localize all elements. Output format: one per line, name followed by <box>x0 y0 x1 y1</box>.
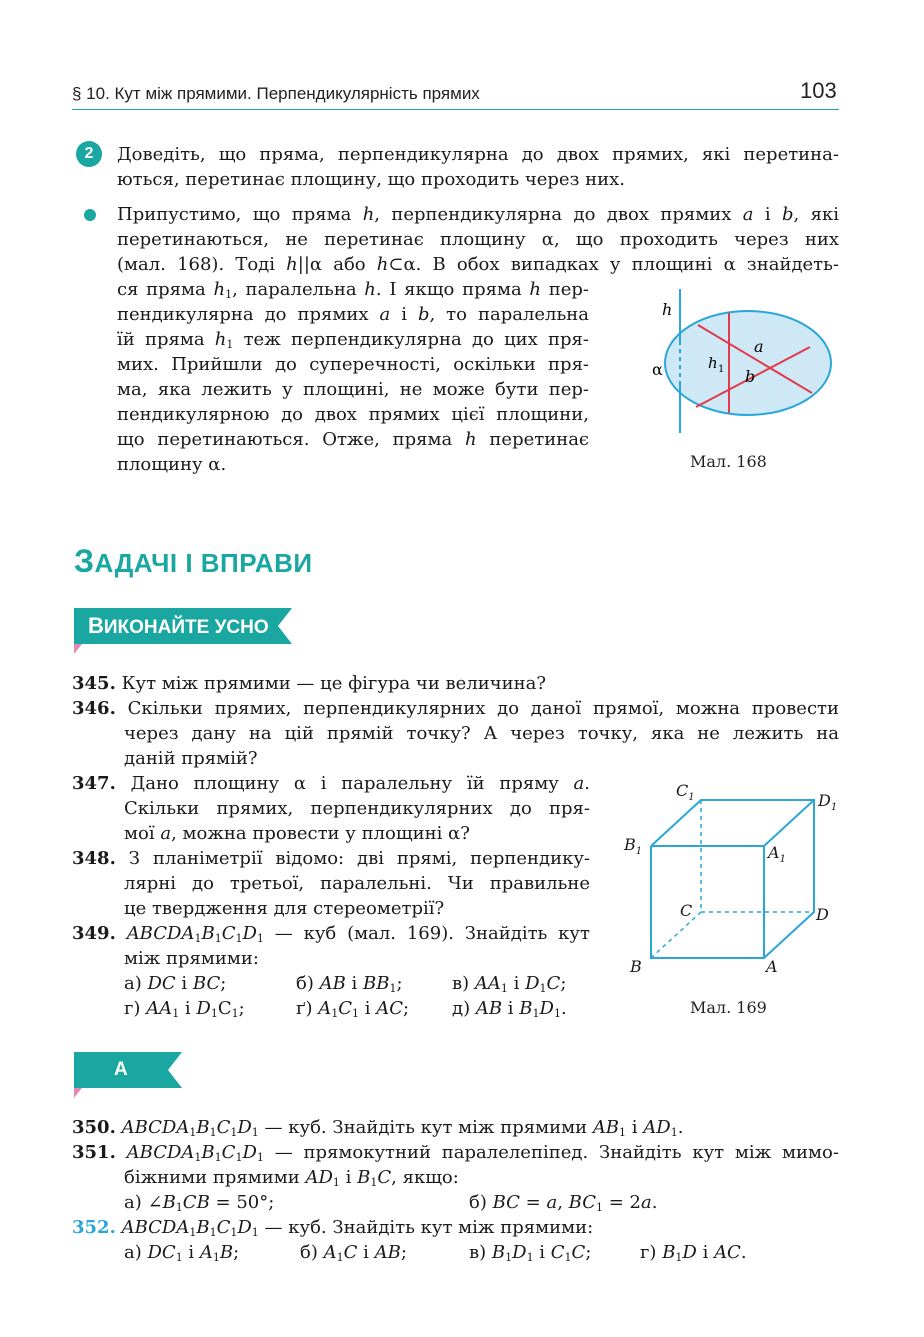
problem-347-line-2: Скільки прямих, перпендикулярних до пря- <box>124 798 590 819</box>
proof-line-3: (мал. 168). Тоді h||α або h⊂α. В обох випадках у площині α знайдеть- <box>117 254 840 275</box>
band-oral-notch <box>272 608 292 644</box>
problem-351-line-1: — прямокутний паралелепіпед. Знайдіть кут між мимо- <box>274 1142 839 1163</box>
label-A1: $A_1$ <box>768 843 786 865</box>
option-352-v: в) $B_1D_1$ і $C_1C$; <box>469 1242 592 1264</box>
problem-351-number: 351. <box>72 1142 116 1163</box>
label-h: h <box>662 300 673 319</box>
header-rule <box>72 109 839 110</box>
problem-347: 347. Дано площину α і паралельну їй пряму a. Скільки прямих, перпендикулярних до пря- мої a, можна провести у площині α? <box>72 773 590 844</box>
task-2-text <box>117 142 839 192</box>
option-352-b: б) $A_1C$ і AB; <box>300 1242 407 1264</box>
proof-line-1: Припустимо, що пряма h, перпендикулярна до двох прямих a і b, які <box>117 204 839 225</box>
problem-352-text: — куб. Знайдіть кут між прямими: <box>264 1217 594 1238</box>
option-g: г) $AA_1$ і $D_1C_1$; <box>124 998 245 1020</box>
label-h1: h <box>708 354 718 372</box>
problem-348-line-3: це твердження для стереометрії? <box>124 898 445 919</box>
band-oral <box>74 608 274 644</box>
problem-345 <box>72 671 839 696</box>
band-a-tip <box>74 1088 82 1098</box>
problem-352-number: 352. <box>72 1217 116 1238</box>
task-2-line-2: ються, перетинає площину, що проходить через них. <box>117 169 625 190</box>
section-title-rest: АДАЧІ І ВПРАВИ <box>94 548 313 578</box>
label-D: D <box>816 905 829 924</box>
problem-350: 350. $ABCDA_1B_1C_1D_1$ — куб. Знайдіть кут між прямими $AB_1$ і $AD_1$. <box>72 1117 684 1139</box>
option-gg: ґ) $A_1C_1$ і AC; <box>296 998 410 1020</box>
option-352-a: а) $DC_1$ і $A_1B$; <box>124 1242 240 1264</box>
band-oral-initial: В <box>88 613 104 638</box>
label-A: A <box>766 957 778 976</box>
problem-347-number: 347. <box>72 773 116 794</box>
proof-text-top <box>117 202 839 277</box>
problem-345-text: Кут між прямими — це фігура чи величина? <box>121 673 547 694</box>
option-351-b: б) BC = a, $BC_1 = 2a$. <box>469 1192 658 1214</box>
problem-351-line-2b: , якщо: <box>391 1167 459 1188</box>
problem-352: 352. $ABCDA_1B_1C_1D_1$ — куб. Знайдіть кут між прямими: <box>72 1217 594 1239</box>
problem-349-number: 349. <box>72 923 116 944</box>
option-a: а) DC і BC; <box>124 973 227 994</box>
option-d: д) AB і $B_1D_1$. <box>452 998 567 1020</box>
option-351-a: а) $\angle B_1CB = 50^\circ$; <box>124 1192 275 1214</box>
proof-line-8: ма, яка лежить у площині, не може бути пер- <box>117 379 589 400</box>
proof-text-left <box>117 277 589 477</box>
problem-347-line-3: мої a, можна провести у площині α? <box>124 823 470 844</box>
problem-346-line-1: Скільки прямих, перпендикулярних до даної прямої, можна провести <box>127 698 839 719</box>
problem-346-line-2: через дану на цій прямій точку? А через точку, яка не лежить на <box>124 723 839 744</box>
problem-349-line-1: — куб (мал. 169). Знайдіть кут <box>274 923 590 944</box>
proof-line-6: їй пряма $h_1$ теж перпендикулярна до цих пря- <box>117 329 589 351</box>
option-352-g: г) $B_1D$ і AC. <box>640 1242 747 1264</box>
problem-350-number: 350. <box>72 1117 116 1138</box>
proof-line-2: перетинаються, не перетинає площину α, що проходить через них <box>117 229 839 250</box>
problem-346-number: 346. <box>72 698 116 719</box>
option-b: б) AB і $BB_1$; <box>296 973 403 995</box>
edge-a1d1 <box>764 800 814 846</box>
proof-line-4: ся пряма $h_1$, паралельна h. І якщо пряма h пер- <box>117 279 589 301</box>
option-v: в) $AA_1$ і $D_1C$; <box>452 973 567 995</box>
problem-348-line-1: З планіметрії відомо: дві прямі, перпендику- <box>128 848 590 869</box>
label-B1: $B_1$ <box>624 835 643 857</box>
problem-349: 349. $ABCDA_1B_1C_1D_1$ — куб (мал. 169). Знайдіть кут між прямими: <box>72 923 590 969</box>
proof-line-11: площину α. <box>117 454 227 475</box>
problem-352-options <box>124 1240 839 1265</box>
band-a: А <box>74 1052 164 1088</box>
problem-351: 351. $ABCDA_1B_1C_1D_1$ — прямокутний паралелепіпед. Знайдіть кут між мимо- біжними прямими $AD_1$ і $B_1C$, якщо: <box>72 1142 839 1189</box>
section-title <box>74 543 313 580</box>
problem-349-line-2: між прямими: <box>124 948 259 969</box>
figure-168-caption: Мал. 168 <box>690 452 767 471</box>
band-a-notch <box>162 1052 182 1088</box>
label-D1: $D_1$ <box>818 791 838 813</box>
problem-348 <box>72 846 590 921</box>
problem-351-options <box>124 1190 839 1215</box>
proof-line-9: пендикулярною до двох прямих цієї площини, <box>117 404 589 425</box>
figure-169 <box>620 778 840 978</box>
label-b: b <box>745 367 756 386</box>
proof-bullet <box>84 209 96 221</box>
problem-348-line-2: лярні до третьої, паралельні. Чи правильне <box>124 873 590 894</box>
problem-345-number: 345. <box>72 673 116 694</box>
problem-346-line-3: даній прямій? <box>124 748 258 769</box>
edge-cb-hidden <box>651 912 701 958</box>
label-C: C <box>680 901 693 920</box>
problem-348-number: 348. <box>72 848 116 869</box>
task-number-badge: 2 <box>76 141 102 167</box>
proof-line-7: мих. Прийшли до суперечності, оскільки пря- <box>117 354 589 375</box>
problem-351-line-2: біжними прямими <box>124 1167 300 1188</box>
label-C1: $C_1$ <box>676 781 695 803</box>
proof-line-10: що перетинаються. Отже, пряма h перетинає <box>117 429 590 450</box>
page-number: 103 <box>800 78 837 103</box>
plane-alpha <box>665 311 831 415</box>
label-alpha: α <box>652 360 663 379</box>
label-h1-sub: 1 <box>718 364 725 375</box>
section-title-initial: З <box>74 543 95 579</box>
problem-346 <box>72 696 839 771</box>
band-oral-rest: ИКОНАЙТЕ УСНО <box>103 617 269 638</box>
figure-169-caption: Мал. 169 <box>690 998 767 1017</box>
label-B: B <box>630 957 642 976</box>
problem-350-text: — куб. Знайдіть кут між прямими <box>264 1117 588 1138</box>
label-a: a <box>754 337 764 356</box>
proof-line-5: пендикулярна до прямих a і b, то паралельна <box>117 304 589 325</box>
figure-168 <box>640 285 840 435</box>
running-header: § 10. Кут між прямими. Перпендикулярність прямих <box>72 84 480 103</box>
task-2-line-1: Доведіть, що пряма, перпендикулярна до двох прямих, які перетина- <box>117 144 839 165</box>
problem-349-options <box>124 971 594 1021</box>
band-oral-tip <box>74 644 82 654</box>
